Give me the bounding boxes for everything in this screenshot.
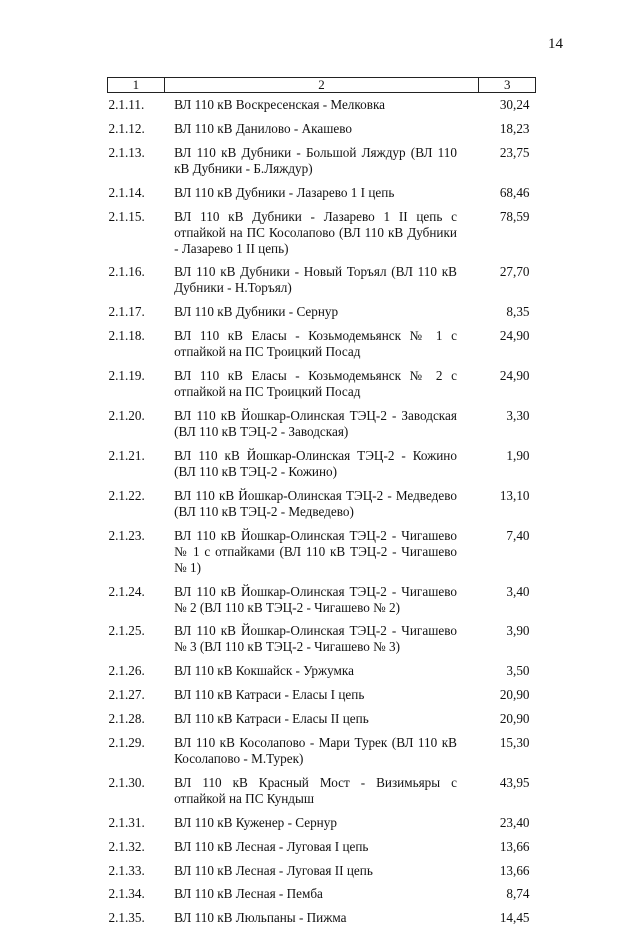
table-row: [108, 863, 536, 887]
row-number: 2.1.27.: [108, 687, 165, 711]
row-number: 2.1.30.: [108, 775, 165, 815]
line-name: ВЛ 110 кВ Еласы - Козьмодемьянск № 2 с отпайкой на ПС Троицкий Посад: [164, 368, 479, 408]
line-name: ВЛ 110 кВ Йошкар-Олинская ТЭЦ-2 - Медведево (ВЛ 110 кВ ТЭЦ-2 - Медведево): [164, 488, 479, 528]
line-length: 3,90: [479, 623, 536, 663]
line-length: 30,24: [479, 93, 536, 121]
line-length: 23,40: [479, 815, 536, 839]
line-name: ВЛ 110 кВ Еласы - Козьмодемьянск № 1 с отпайкой на ПС Троицкий Посад: [164, 328, 479, 368]
page-number: 14: [548, 36, 563, 53]
line-name: ВЛ 110 кВ Йошкар-Олинская ТЭЦ-2 - Чигашево № 3 (ВЛ 110 кВ ТЭЦ-2 - Чигашево № 3): [164, 623, 479, 663]
table-row: [108, 775, 536, 815]
table-row: [108, 145, 536, 185]
table-row: [108, 93, 536, 121]
row-number: 2.1.21.: [108, 448, 165, 488]
line-name: ВЛ 110 кВ Дубники - Сернур: [164, 304, 479, 328]
row-number: 2.1.32.: [108, 839, 165, 863]
table-body: [108, 93, 536, 934]
row-number: 2.1.28.: [108, 711, 165, 735]
row-number: 2.1.24.: [108, 584, 165, 624]
line-length: 8,35: [479, 304, 536, 328]
line-name: ВЛ 110 кВ Дубники - Новый Торъял (ВЛ 110 кВ Дубники - Н.Торъял): [164, 264, 479, 304]
line-length: 3,40: [479, 584, 536, 624]
row-number: 2.1.34.: [108, 886, 165, 910]
line-name: ВЛ 110 кВ Йошкар-Олинская ТЭЦ-2 - Чигашево № 1 с отпайками (ВЛ 110 кВ ТЭЦ-2 - Чигашево № 1): [164, 528, 479, 584]
row-number: 2.1.22.: [108, 488, 165, 528]
column-header-length: 3: [479, 78, 536, 93]
line-name: ВЛ 110 кВ Дубники - Лазарево 1 I цепь: [164, 185, 479, 209]
row-number: 2.1.35.: [108, 910, 165, 934]
line-length: 23,75: [479, 145, 536, 185]
table-row: [108, 488, 536, 528]
line-length: 13,66: [479, 863, 536, 887]
column-header-name: 2: [164, 78, 479, 93]
line-length: 27,70: [479, 264, 536, 304]
table-row: [108, 209, 536, 265]
row-number: 2.1.14.: [108, 185, 165, 209]
line-name: ВЛ 110 кВ Косолапово - Мари Турек (ВЛ 110 кВ Косолапово - М.Турек): [164, 735, 479, 775]
column-header-number: 1: [108, 78, 165, 93]
table-row: [108, 448, 536, 488]
line-length: 68,46: [479, 185, 536, 209]
table-row: [108, 711, 536, 735]
power-lines-table: [107, 77, 536, 934]
table-row: [108, 368, 536, 408]
line-name: ВЛ 110 кВ Лесная - Луговая II цепь: [164, 863, 479, 887]
row-number: 2.1.18.: [108, 328, 165, 368]
table-row: [108, 910, 536, 934]
row-number: 2.1.12.: [108, 121, 165, 145]
line-name: ВЛ 110 кВ Йошкар-Олинская ТЭЦ-2 - Кожино (ВЛ 110 кВ ТЭЦ-2 - Кожино): [164, 448, 479, 488]
table-row: [108, 886, 536, 910]
table-row: [108, 328, 536, 368]
table-row: [108, 839, 536, 863]
table-row: [108, 528, 536, 584]
table-row: [108, 815, 536, 839]
line-name: ВЛ 110 кВ Катраси - Еласы II цепь: [164, 711, 479, 735]
line-name: ВЛ 110 кВ Люльпаны - Пижма: [164, 910, 479, 934]
line-length: 8,74: [479, 886, 536, 910]
line-name: ВЛ 110 кВ Данилово - Акашево: [164, 121, 479, 145]
table-row: [108, 304, 536, 328]
table-row: [108, 687, 536, 711]
line-length: 78,59: [479, 209, 536, 265]
line-name: ВЛ 110 кВ Дубники - Лазарево 1 II цепь с отпайкой на ПС Косолапово (ВЛ 110 кВ Дубники - Лазарево 1 II цепь): [164, 209, 479, 265]
line-length: 20,90: [479, 687, 536, 711]
table-row: [108, 735, 536, 775]
table-row: [108, 408, 536, 448]
row-number: 2.1.16.: [108, 264, 165, 304]
line-length: 3,50: [479, 663, 536, 687]
row-number: 2.1.26.: [108, 663, 165, 687]
line-length: 13,10: [479, 488, 536, 528]
row-number: 2.1.25.: [108, 623, 165, 663]
line-name: ВЛ 110 кВ Кокшайск - Уржумка: [164, 663, 479, 687]
line-name: ВЛ 110 кВ Катраси - Еласы I цепь: [164, 687, 479, 711]
row-number: 2.1.33.: [108, 863, 165, 887]
line-length: 18,23: [479, 121, 536, 145]
row-number: 2.1.11.: [108, 93, 165, 121]
line-name: ВЛ 110 кВ Воскресенская - Мелковка: [164, 93, 479, 121]
row-number: 2.1.15.: [108, 209, 165, 265]
table-header-row: [108, 78, 536, 93]
table-row: [108, 121, 536, 145]
table-row: [108, 185, 536, 209]
line-length: 13,66: [479, 839, 536, 863]
table-row: [108, 663, 536, 687]
line-length: 7,40: [479, 528, 536, 584]
line-length: 43,95: [479, 775, 536, 815]
line-length: 15,30: [479, 735, 536, 775]
line-name: ВЛ 110 кВ Йошкар-Олинская ТЭЦ-2 - Заводская (ВЛ 110 кВ ТЭЦ-2 - Заводская): [164, 408, 479, 448]
line-length: 24,90: [479, 328, 536, 368]
row-number: 2.1.31.: [108, 815, 165, 839]
line-length: 20,90: [479, 711, 536, 735]
row-number: 2.1.13.: [108, 145, 165, 185]
line-length: 3,30: [479, 408, 536, 448]
line-name: ВЛ 110 кВ Лесная - Луговая I цепь: [164, 839, 479, 863]
row-number: 2.1.17.: [108, 304, 165, 328]
line-name: ВЛ 110 кВ Йошкар-Олинская ТЭЦ-2 - Чигашево № 2 (ВЛ 110 кВ ТЭЦ-2 - Чигашево № 2): [164, 584, 479, 624]
line-name: ВЛ 110 кВ Куженер - Сернур: [164, 815, 479, 839]
table-row: [108, 264, 536, 304]
row-number: 2.1.29.: [108, 735, 165, 775]
table-row: [108, 623, 536, 663]
line-name: ВЛ 110 кВ Дубники - Большой Ляждур (ВЛ 110 кВ Дубники - Б.Ляждур): [164, 145, 479, 185]
row-number: 2.1.20.: [108, 408, 165, 448]
line-length: 24,90: [479, 368, 536, 408]
line-name: ВЛ 110 кВ Красный Мост - Визимьяры с отпайкой на ПС Кундыш: [164, 775, 479, 815]
line-length: 14,45: [479, 910, 536, 934]
line-length: 1,90: [479, 448, 536, 488]
line-name: ВЛ 110 кВ Лесная - Пемба: [164, 886, 479, 910]
row-number: 2.1.23.: [108, 528, 165, 584]
table-row: [108, 584, 536, 624]
row-number: 2.1.19.: [108, 368, 165, 408]
